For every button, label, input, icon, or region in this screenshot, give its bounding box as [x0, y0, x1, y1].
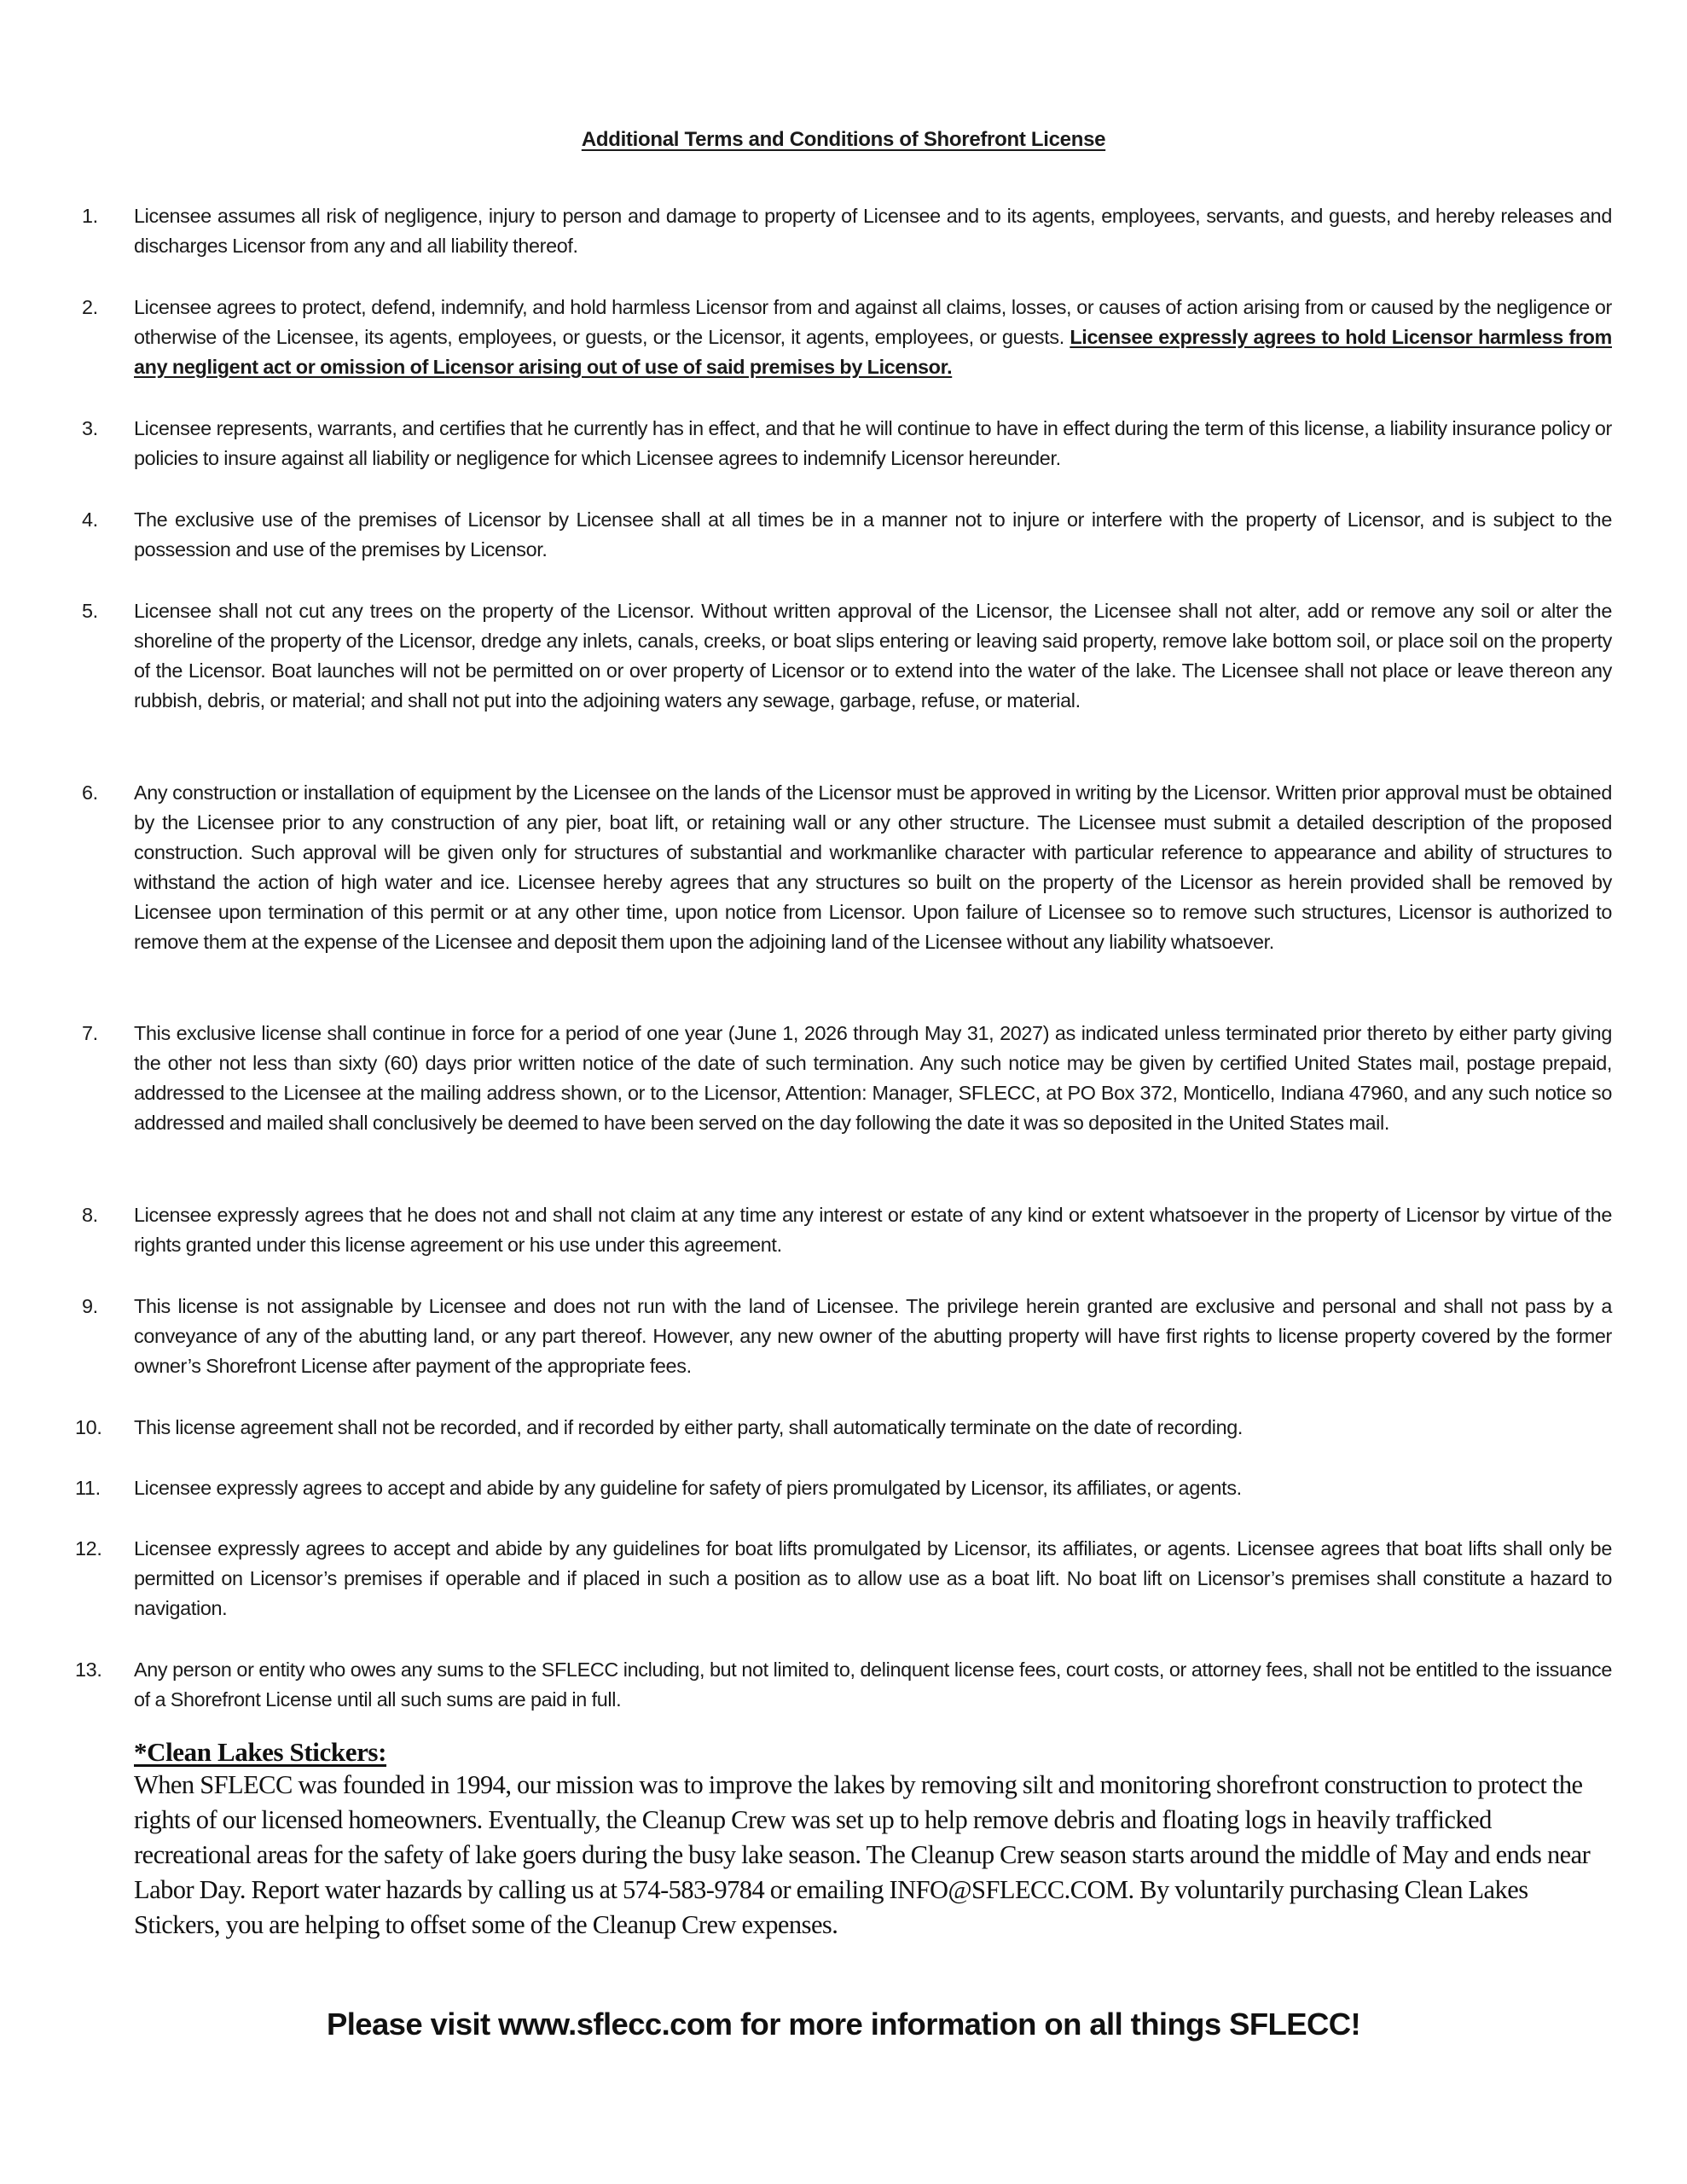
term-text: This license is not assignable by Licensee and does not run with the land of Licensee. The privilege herein granted are exclusive and personal and shall not pass by a conveyance of any of the abutting land, or any part thereof. However, any new owner of the abutting property will have first rights to license property covered by the former owner’s Shorefront License after payment of the appropriate fees.: [134, 1295, 1612, 1377]
clean-lakes-stickers-section: [134, 1737, 1614, 1943]
term-text: Licensee expressly agrees to accept and abide by any guideline for safety of piers promulgated by Licensor, its affiliates, or agents.: [134, 1477, 1242, 1499]
term-number: 2.: [82, 296, 98, 318]
term-text: Licensee agrees to protect, defend, indemnify, and hold harmless Licensor from and against all claims, losses, or causes of action arising from or caused by the negligence or otherwise of the Licensee, its agents, employees, or guests, or the Licensor, it agents, employees, or guests.: [134, 296, 1612, 348]
document-title: Additional Terms and Conditions of Shorefront License: [581, 128, 1106, 151]
stickers-paragraph: When SFLECC was founded in 1994, our mission was to improve the lakes by removing silt and monitoring shorefront construction to protect the rights of our licensed homeowners. Eventually, the Cleanup Crew was set up to help remove debris and floating logs in heavily trafficked recreational areas for the safety of lake goers during the busy lake season. The Cleanup Crew season starts around the middle of May and ends near Labor Day. Report water hazards by calling us at 574-583-9784 or emailing INFO@SFLECC.COM. By voluntarily purchasing Clean Lakes Stickers, you are helping to offset some of the Cleanup Crew expenses.: [134, 1770, 1591, 1939]
term-text: Any person or entity who owes any sums to the SFLECC including, but not limited to, delinquent license fees, court costs, or attorney fees, shall not be entitled to the issuance of a Shorefront License until all such sums are paid in full.: [134, 1658, 1612, 1711]
term-number: 7.: [82, 1022, 98, 1044]
term-text: Licensee assumes all risk of negligence, injury to person and damage to property of Licensee and to its agents, employees, servants, and guests, and hereby releases and discharges Licensor from any and all liability thereof.: [134, 205, 1612, 257]
term-number: 11.: [75, 1477, 101, 1499]
term-number: 4.: [82, 508, 98, 531]
term-text: Licensee expressly agrees that he does not and shall not claim at any time any interest or estate of any kind or extent whatsoever in the property of Licensor by virtue of the rights granted under this license agreement or his use under this agreement.: [134, 1204, 1612, 1256]
stickers-heading: *Clean Lakes Stickers:: [134, 1737, 387, 1767]
term-text: This license agreement shall not be recorded, and if recorded by either party, shall automatically terminate on the date of recording.: [134, 1416, 1244, 1438]
term-text: Licensee represents, warrants, and certifies that he currently has in effect, and that he will continue to have in effect during the term of this license, a liability insurance policy or policies to insure against all liability or negligence for which Licensee agrees to indemnify Licensor hereunder.: [134, 417, 1612, 469]
term-number: 10.: [75, 1416, 102, 1438]
term-number: 13.: [75, 1658, 102, 1681]
term-number: 9.: [82, 1295, 98, 1317]
term-text: This exclusive license shall continue in force for a period of one year (June 1, 2026 through May 31, 2027) as indicated unless terminated prior thereto by either party giving the other not less than sixty (60) days prior written notice of the date of such termination. Any such notice may be given by certified United States mail, postage prepaid, addressed to the Licensee at the mailing address shown, or to the Licensor, Attention: Manager, SFLECC, at PO Box 372, Monticello, Indiana 47960, and any such notice so addressed and mailed shall conclusively be deemed to have been served on the day following the date it was so deposited in the United States mail.: [134, 1022, 1612, 1134]
term-number: 12.: [75, 1537, 102, 1560]
footer-website-notice: Please visit www.sflecc.com for more information on all things SFLECC!: [326, 2007, 1361, 2042]
term-number: 1.: [82, 205, 98, 227]
term-number: 5.: [82, 600, 98, 622]
term-number: 8.: [82, 1204, 98, 1226]
term-text: The exclusive use of the premises of Licensor by Licensee shall at all times be in a manner not to injure or interfere with the property of Licensor, and is subject to the possession and use of the premises by Licensor.: [134, 508, 1612, 561]
term-number: 6.: [82, 781, 98, 804]
term-number: 3.: [82, 417, 98, 439]
term-text: Licensee expressly agrees to accept and abide by any guidelines for boat lifts promulgated by Licensor, its affiliates, or agents. Licensee agrees that boat lifts shall only be permitted on Licensor’s premises if operable and if placed in such a position as to allow use as a boat lift. No boat lift on Licensor’s premises shall constitute a hazard to navigation.: [134, 1537, 1612, 1619]
term-text: Licensee shall not cut any trees on the property of the Licensor. Without written approval of the Licensor, the Licensee shall not alter, add or remove any soil or alter the shoreline of the property of the Licensor, dredge any inlets, canals, creeks, or boat slips entering or leaving said property, remove lake bottom soil, or place soil on the property of the Licensor. Boat launches will not be permitted on or over property of Licensor or to extend into the water of the lake. The Licensee shall not place or leave thereon any rubbish, debris, or material; and shall not put into the adjoining waters any sewage, garbage, refuse, or material.: [134, 600, 1612, 712]
term-emphasis-text: Licensee expressly agrees to hold Licensor harmless from any negligent act or omission of Licensor arising out of use of said premises by Licensor.: [134, 326, 1612, 378]
term-text: Any construction or installation of equipment by the Licensee on the lands of the Licensor must be approved in writing by the Licensor. Written prior approval must be obtained by the Licensee prior to any construction of any pier, boat lift, or retaining wall or any other structure. The Licensee must submit a detailed description of the proposed construction. Such approval will be given only for structures of substantial and workmanlike character with particular reference to appearance and ability of structures to withstand the action of high water and ice. Licensee hereby agrees that any structures so built on the property of the Licensor as herein provided shall be removed by Licensee upon termination of this permit or at any other time, upon notice from Licensor. Upon failure of Licensee so to remove such structures, Licensor is authorized to remove them at the expense of the Licensee and deposit them upon the adjoining land of the Licensee without any liability whatsoever.: [134, 781, 1612, 953]
